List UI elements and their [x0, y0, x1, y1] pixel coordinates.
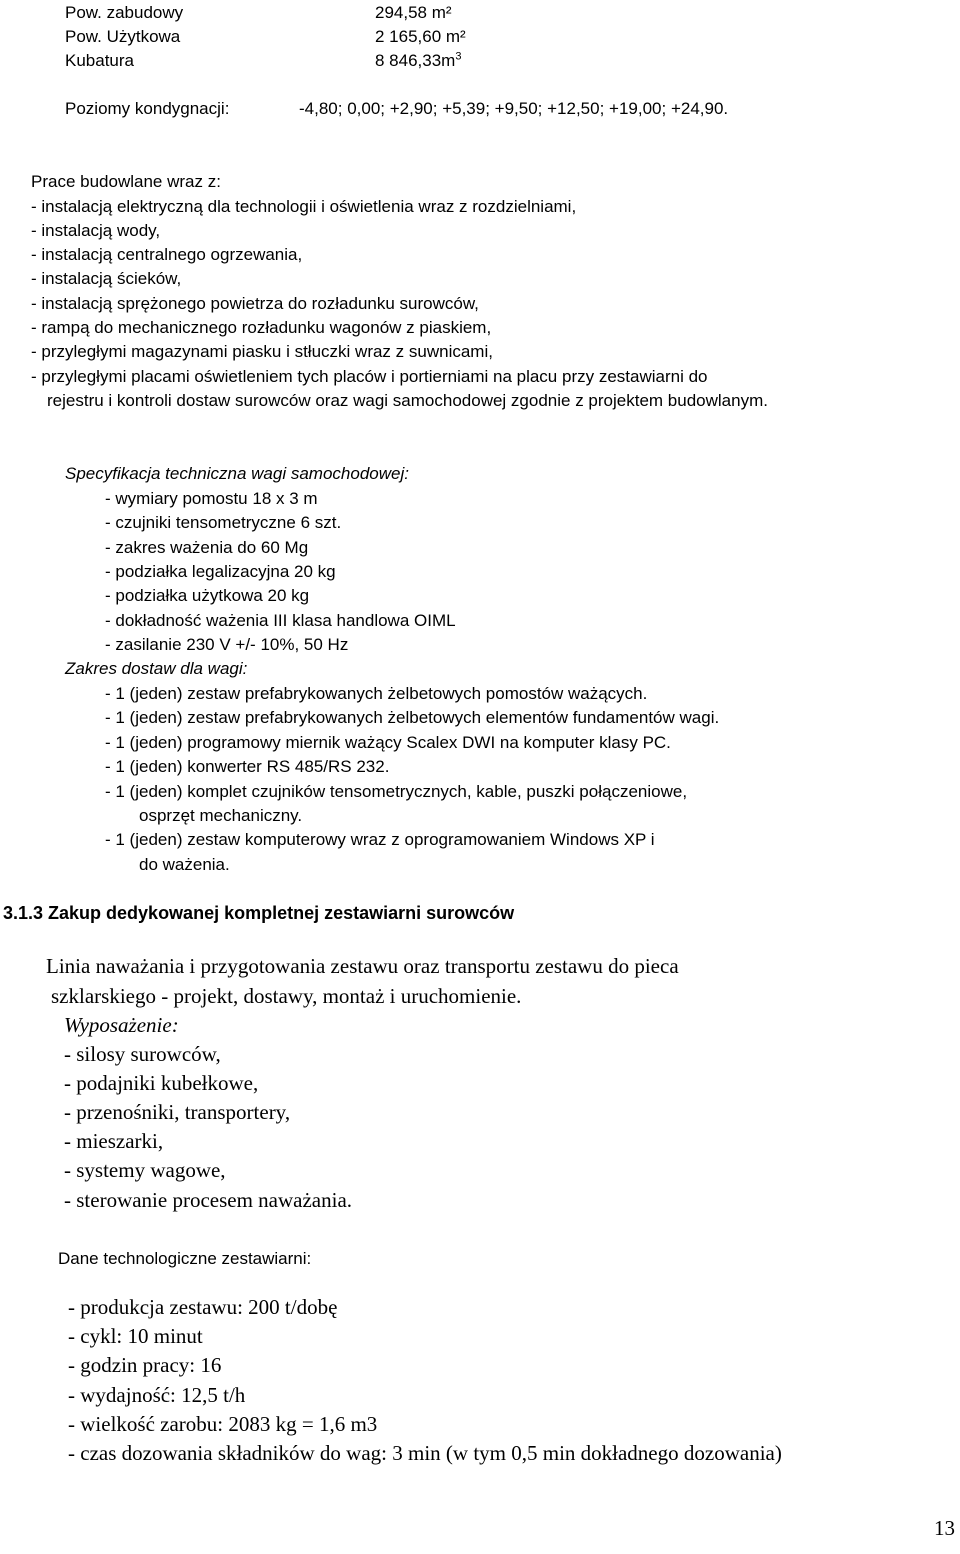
levels-value: -4,80; 0,00; +2,90; +5,39; +9,50; +12,50; +19,00; +24,90. — [299, 99, 729, 118]
tech-data-item: - produkcja zestawu: 200 t/dobę — [68, 1295, 338, 1319]
scale-spec-title: Specyfikacja techniczna wagi samochodowej: — [65, 464, 409, 483]
scale-spec-item: - czujniki tensometryczne 6 szt. — [105, 513, 342, 532]
equipment-item: - sterowanie procesem naważania. — [64, 1188, 353, 1212]
scale-spec-item: - zasilanie 230 V +/- 10%, 50 Hz — [105, 635, 349, 654]
scale-spec-item: - podziałka użytkowa 20 kg — [105, 586, 310, 605]
building-label-3: Kubatura — [65, 51, 134, 70]
equipment-item: - podajniki kubełkowe, — [64, 1071, 259, 1095]
section-paragraph: szklarskiego - projekt, dostawy, montaż i uruchomienie. — [51, 984, 522, 1008]
works-item: - instalacją ścieków, — [31, 269, 182, 288]
levels-label: Poziomy kondygnacji: — [65, 99, 230, 118]
works-item: rejestru i kontroli dostaw surowców oraz wagi samochodowej zgodnie z projektem budowlanym. — [47, 391, 768, 410]
works-item: - instalacją elektryczną dla technologii i oświetlenia wraz z rozdzielniami, — [31, 197, 577, 216]
building-value-3 — [375, 52, 461, 69]
works-item: - rampą do mechanicznego rozładunku wagonów z piaskiem, — [31, 318, 492, 337]
kubatura-value: 8 846,33m — [375, 51, 456, 70]
equipment-item: - systemy wagowe, — [64, 1158, 226, 1182]
works-item: - instalacją wody, — [31, 221, 161, 240]
delivery-item: - 1 (jeden) zestaw komputerowy wraz z oprogramowaniem Windows XP i — [105, 830, 655, 849]
section-heading: 3.1.3 Zakup dedykowanej kompletnej zestawiarni surowców — [3, 903, 515, 923]
delivery-item: - 1 (jeden) zestaw prefabrykowanych żelbetowych pomostów ważących. — [105, 684, 648, 703]
delivery-item: osprzęt mechaniczny. — [139, 806, 303, 825]
building-value-1: 294,58 m² — [375, 3, 452, 22]
works-item: - instalacją sprężonego powietrza do rozładunku surowców, — [31, 294, 479, 313]
delivery-item: - 1 (jeden) komplet czujników tensometrycznych, kable, puszki połączeniowe, — [105, 782, 688, 801]
scale-spec-item: - dokładność ważenia III klasa handlowa OIML — [105, 611, 456, 630]
tech-data-item: - cykl: 10 minut — [68, 1324, 203, 1348]
delivery-item: do ważenia. — [139, 855, 230, 874]
delivery-item: - 1 (jeden) konwerter RS 485/RS 232. — [105, 757, 390, 776]
equipment-item: - mieszarki, — [64, 1129, 164, 1153]
works-intro: Prace budowlane wraz z: — [31, 172, 221, 191]
building-label-2: Pow. Użytkowa — [65, 27, 181, 46]
tech-data-item: - czas dozowania składników do wag: 3 min (w tym 0,5 min dokładnego dozowania) — [68, 1441, 782, 1465]
scale-spec-item: - wymiary pomostu 18 x 3 m — [105, 489, 318, 508]
delivery-item: - 1 (jeden) zestaw prefabrykowanych żelbetowych elementów fundamentów wagi. — [105, 708, 720, 727]
delivery-title: Zakres dostaw dla wagi: — [65, 659, 248, 678]
delivery-item: - 1 (jeden) programowy miernik ważący Scalex DWI na komputer klasy PC. — [105, 733, 671, 752]
tech-data-item: - godzin pracy: 16 — [68, 1353, 222, 1377]
tech-data-item: - wydajność: 12,5 t/h — [68, 1383, 246, 1407]
equipment-item: - przenośniki, transportery, — [64, 1100, 291, 1124]
building-value-2: 2 165,60 m² — [375, 27, 466, 46]
works-item: - przyległymi placami oświetleniem tych placów i portierniami na placu przy zestawiarni do — [31, 367, 708, 386]
works-item: - przyległymi magazynami piasku i stłuczki wraz z suwnicami, — [31, 342, 493, 361]
tech-data-item: - wielkość zarobu: 2083 kg = 1,6 m3 — [68, 1412, 378, 1436]
kubatura-superscript: 3 — [455, 50, 462, 63]
scale-spec-item: - podziałka legalizacyjna 20 kg — [105, 562, 336, 581]
works-item: - instalacją centralnego ogrzewania, — [31, 245, 303, 264]
equipment-title: Wyposażenie: — [64, 1013, 179, 1037]
scale-spec-item: - zakres ważenia do 60 Mg — [105, 538, 309, 557]
section-paragraph: Linia naważania i przygotowania zestawu oraz transportu zestawu do pieca — [46, 954, 679, 978]
building-label-1: Pow. zabudowy — [65, 3, 184, 22]
equipment-item: - silosy surowców, — [64, 1042, 221, 1066]
page-number: 13 — [934, 1516, 955, 1540]
tech-data-title: Dane technologiczne zestawiarni: — [58, 1249, 312, 1268]
